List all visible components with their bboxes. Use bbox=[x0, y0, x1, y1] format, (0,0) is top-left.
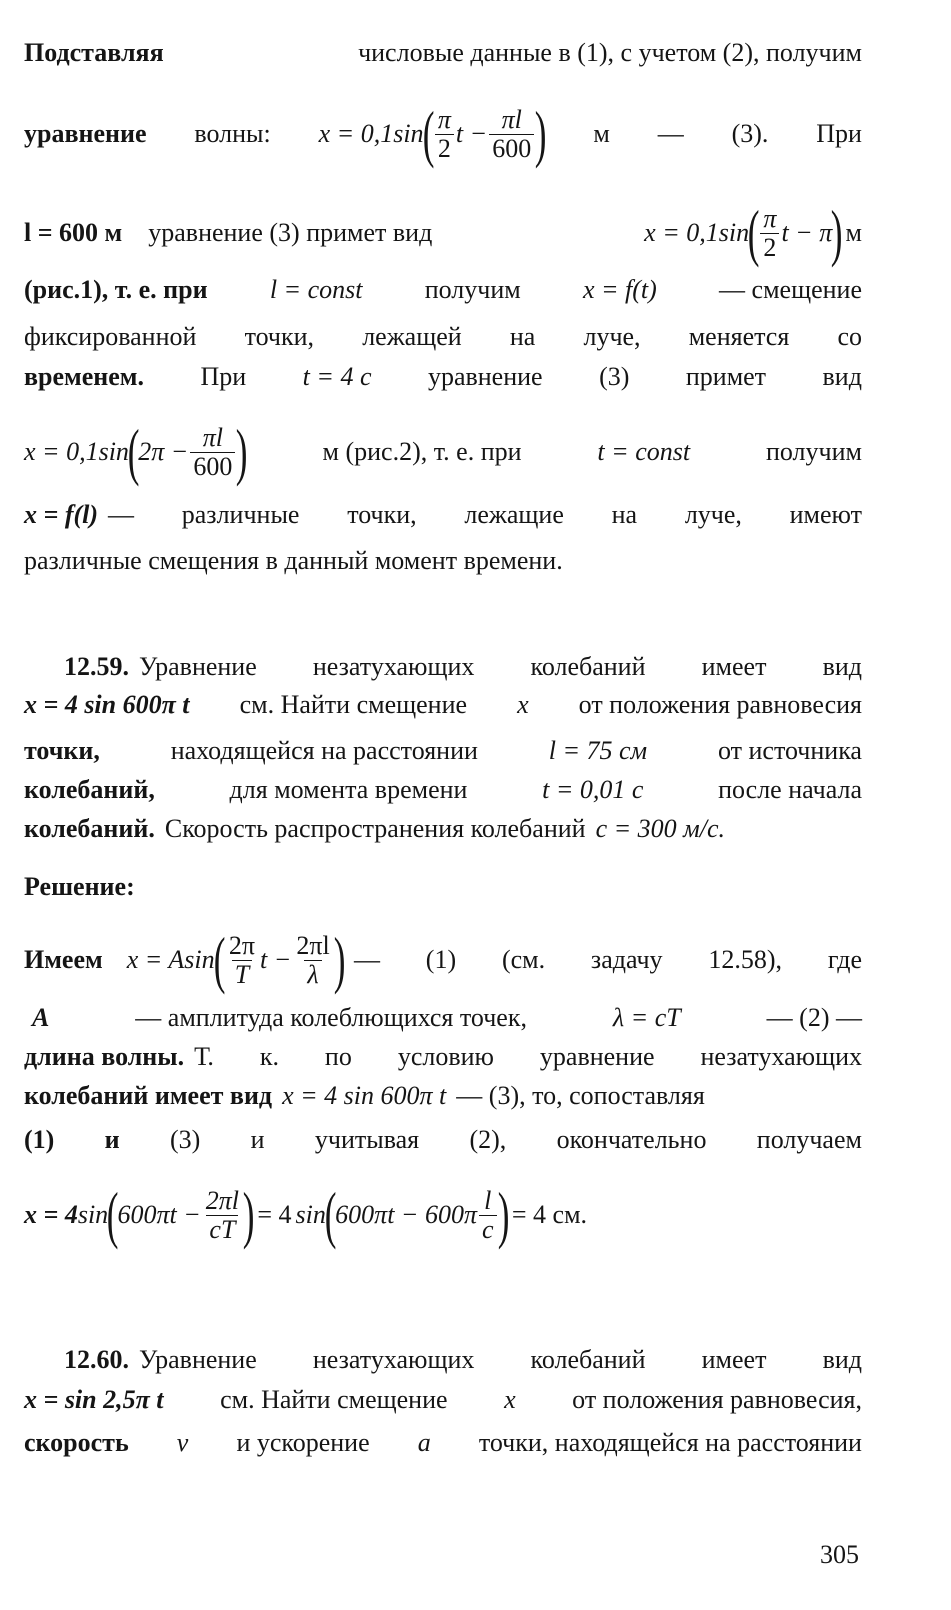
numerator: 2π bbox=[228, 930, 256, 960]
page-number: 305 bbox=[820, 1540, 859, 1569]
left-paren-icon: ( bbox=[747, 197, 760, 268]
text: находящейся на расстоянии bbox=[170, 736, 478, 765]
dash: — bbox=[657, 119, 684, 148]
denominator: T bbox=[232, 960, 252, 989]
text-line-24 bbox=[24, 1428, 862, 1458]
formula-fn: sin bbox=[295, 1200, 326, 1229]
denominator: cT bbox=[206, 1215, 238, 1244]
formula-term: t − bbox=[260, 945, 292, 974]
formula-fn: sin bbox=[98, 437, 129, 466]
formula-term: t − π bbox=[781, 218, 833, 247]
left-paren-icon: ( bbox=[324, 1179, 337, 1250]
text-line-1 bbox=[24, 38, 862, 68]
final-formula bbox=[24, 1179, 588, 1250]
condition: t = 4 с bbox=[302, 362, 372, 391]
text: и ускорение bbox=[236, 1428, 370, 1457]
word: Имеем bbox=[24, 945, 103, 974]
heading: Решение: bbox=[24, 872, 135, 901]
text: различные смещения в данный момент времени. bbox=[24, 546, 563, 575]
variable: v bbox=[176, 1428, 189, 1457]
text: колебаний имеет вид bbox=[24, 1081, 273, 1110]
word: примет bbox=[685, 362, 767, 391]
word: получаем bbox=[756, 1125, 862, 1154]
condition: l = 600 м bbox=[24, 218, 123, 247]
denominator: 2 bbox=[435, 134, 454, 163]
text: числовые данные в (1), с учетом (2), получим bbox=[358, 38, 862, 67]
unit: м bbox=[845, 218, 862, 247]
fraction bbox=[203, 1187, 242, 1244]
numerator: 2πl bbox=[296, 930, 330, 960]
formula-fn: sin bbox=[77, 1200, 109, 1229]
formula-lhs: x = 4 bbox=[24, 1200, 78, 1229]
problem-number: 12.60. bbox=[64, 1345, 129, 1374]
problem-12-59-heading bbox=[24, 652, 862, 682]
denominator: 600 bbox=[190, 452, 235, 481]
denominator: 2 bbox=[760, 233, 779, 262]
unit: м bbox=[593, 119, 610, 148]
text: — амплитуда колеблющихся точек, bbox=[135, 1003, 527, 1032]
numerator: l bbox=[484, 1185, 492, 1215]
equation-ref: (3) bbox=[599, 362, 630, 391]
left-paren-icon: ( bbox=[127, 416, 140, 487]
formula-fn: sin bbox=[393, 119, 424, 148]
solution-heading bbox=[24, 872, 862, 902]
text: — различные точки, лежащие на луче, имеют bbox=[108, 500, 862, 529]
text-line-13 bbox=[24, 775, 862, 805]
text-line-16 bbox=[24, 924, 862, 995]
right-paren-icon: ) bbox=[534, 98, 547, 169]
word: При bbox=[816, 119, 862, 148]
formula-lhs: x = 0,1 bbox=[318, 119, 394, 148]
word: и bbox=[104, 1125, 120, 1154]
variable: A bbox=[32, 1003, 50, 1032]
wave-equation-formula bbox=[318, 98, 547, 169]
numerator: 2πl bbox=[205, 1185, 240, 1215]
word: уравнение bbox=[427, 362, 543, 391]
fraction bbox=[760, 205, 779, 262]
variable: x bbox=[504, 1385, 516, 1414]
text: — (1) (см. задачу 12.58), где bbox=[353, 945, 862, 974]
formula-fn: sin bbox=[184, 945, 215, 974]
right-paren-icon: ) bbox=[497, 1179, 510, 1250]
fraction bbox=[435, 106, 454, 163]
formula-term: 2π − bbox=[138, 437, 189, 466]
text-line-4 bbox=[24, 275, 862, 305]
word: окончательно bbox=[556, 1125, 707, 1154]
fraction bbox=[190, 424, 235, 481]
text-line-20 bbox=[24, 1125, 862, 1155]
text: см. Найти смещение bbox=[220, 1385, 448, 1414]
formula-lhs: x = 0,1 bbox=[644, 218, 719, 247]
function: x = f(l) bbox=[24, 500, 99, 529]
word: вид bbox=[822, 362, 862, 391]
text: Уравнение незатухающих колебаний имеет вид bbox=[139, 1345, 862, 1374]
word: колебаний, bbox=[24, 775, 155, 804]
text-line-9 bbox=[24, 546, 862, 576]
text: Уравнение незатухающих колебаний имеет вид bbox=[139, 652, 862, 681]
text: точки, находящейся на расстоянии bbox=[478, 1428, 862, 1457]
condition: l = 75 см bbox=[548, 736, 648, 765]
formula-term: t − bbox=[455, 119, 488, 148]
left-paren-icon: ( bbox=[422, 98, 435, 169]
text-line-7 bbox=[24, 416, 862, 487]
denominator: c bbox=[479, 1215, 497, 1244]
denominator: λ bbox=[304, 960, 321, 989]
text: после начала bbox=[718, 775, 862, 804]
text-line-2 bbox=[24, 98, 862, 169]
formula: x = 4 sin 600π t bbox=[282, 1081, 447, 1110]
text: см. Найти смещение bbox=[239, 690, 468, 719]
text: от положения равновесия bbox=[578, 690, 862, 719]
fraction bbox=[479, 1187, 497, 1244]
word: и bbox=[250, 1125, 265, 1154]
fraction bbox=[293, 932, 332, 989]
text-line-6 bbox=[24, 362, 862, 392]
formula: x = 4 sin 600π t bbox=[24, 690, 190, 719]
numerator: π bbox=[763, 203, 777, 233]
word: уравнение bbox=[24, 119, 147, 148]
general-wave-formula bbox=[126, 924, 346, 995]
text-line-11 bbox=[24, 690, 862, 720]
problem-12-60-heading bbox=[24, 1345, 862, 1375]
text: м (рис.2), т. е. при bbox=[322, 437, 522, 466]
formula-result: = 4 см. bbox=[511, 1200, 588, 1229]
word: точки, bbox=[24, 736, 100, 765]
word: При bbox=[200, 362, 247, 391]
right-paren-icon: ) bbox=[236, 416, 248, 487]
text: — (3), то, сопоставляя bbox=[456, 1081, 705, 1110]
formula-lhs: x = 0,1 bbox=[24, 437, 99, 466]
condition: c = 300 м/с. bbox=[595, 814, 726, 843]
text-line-5 bbox=[24, 322, 862, 352]
word: колебаний. bbox=[24, 814, 155, 843]
text-line-3 bbox=[24, 197, 862, 268]
right-paren-icon: ) bbox=[242, 1179, 255, 1250]
numerator: πl bbox=[202, 422, 223, 452]
word: получим bbox=[765, 437, 862, 466]
numerator: π bbox=[437, 104, 451, 134]
text-line-19 bbox=[24, 1081, 862, 1111]
word: временем. bbox=[24, 362, 145, 391]
equation-ref: (3). bbox=[731, 119, 769, 148]
text: длина волны. bbox=[24, 1042, 185, 1071]
denominator: 600 bbox=[489, 134, 534, 163]
text: от положения равновесия, bbox=[572, 1385, 862, 1414]
text: (рис.1), т. е. при bbox=[24, 275, 208, 304]
equation-ref: (3) bbox=[169, 1125, 201, 1154]
variable: x bbox=[517, 690, 529, 719]
fraction bbox=[489, 106, 534, 163]
fraction bbox=[226, 932, 258, 989]
word: волны: bbox=[194, 119, 271, 148]
word: Подставляя bbox=[24, 38, 164, 67]
word: учитывая bbox=[314, 1125, 420, 1154]
condition: l = const bbox=[269, 275, 363, 304]
condition: t = 0,01 с bbox=[542, 775, 644, 804]
text-line-12 bbox=[24, 736, 862, 766]
text-line-23 bbox=[24, 1385, 862, 1415]
formula-term: 600πt − 600π bbox=[335, 1200, 477, 1229]
text-line-8 bbox=[24, 500, 862, 530]
equation-ref: (2), bbox=[469, 1125, 507, 1154]
text-line-18 bbox=[24, 1042, 862, 1072]
equation-ref: — (2) — bbox=[766, 1003, 862, 1032]
right-paren-icon: ) bbox=[333, 924, 346, 995]
text: от источника bbox=[717, 736, 862, 765]
formula-fn: sin bbox=[718, 218, 750, 247]
word: скорость bbox=[24, 1428, 129, 1457]
equation-ref: (1) bbox=[24, 1125, 55, 1154]
formula: x = sin 2,5π t bbox=[24, 1385, 164, 1414]
text-line-14 bbox=[24, 814, 862, 844]
formula-lhs: x = A bbox=[126, 945, 185, 974]
numerator: πl bbox=[501, 104, 522, 134]
formula: λ = cT bbox=[612, 1003, 681, 1032]
word: получим bbox=[424, 275, 521, 304]
right-paren-icon: ) bbox=[831, 197, 843, 268]
formula-l600 bbox=[644, 197, 862, 268]
function: x = f(t) bbox=[582, 275, 657, 304]
formula-term: = 4 bbox=[257, 1200, 292, 1229]
left-paren-icon: ( bbox=[106, 1179, 119, 1250]
text-line-17 bbox=[24, 1003, 862, 1033]
formula-term: 600πt − bbox=[117, 1200, 201, 1229]
text: Скорость распространения колебаний bbox=[164, 814, 586, 843]
formula-t4 bbox=[24, 416, 248, 487]
final-formula-line bbox=[24, 1179, 862, 1250]
text: фиксированной точки, лежащей на луче, меняется со bbox=[24, 322, 862, 351]
text: для момента времени bbox=[229, 775, 468, 804]
left-paren-icon: ( bbox=[213, 924, 226, 995]
variable: a bbox=[417, 1428, 431, 1457]
condition: t = const bbox=[597, 437, 691, 466]
problem-number: 12.59. bbox=[64, 652, 129, 681]
text: уравнение (3) примет вид bbox=[148, 218, 433, 247]
text: Т. к. по условию уравнение незатухающих bbox=[194, 1042, 862, 1071]
text: — смещение bbox=[719, 275, 862, 304]
